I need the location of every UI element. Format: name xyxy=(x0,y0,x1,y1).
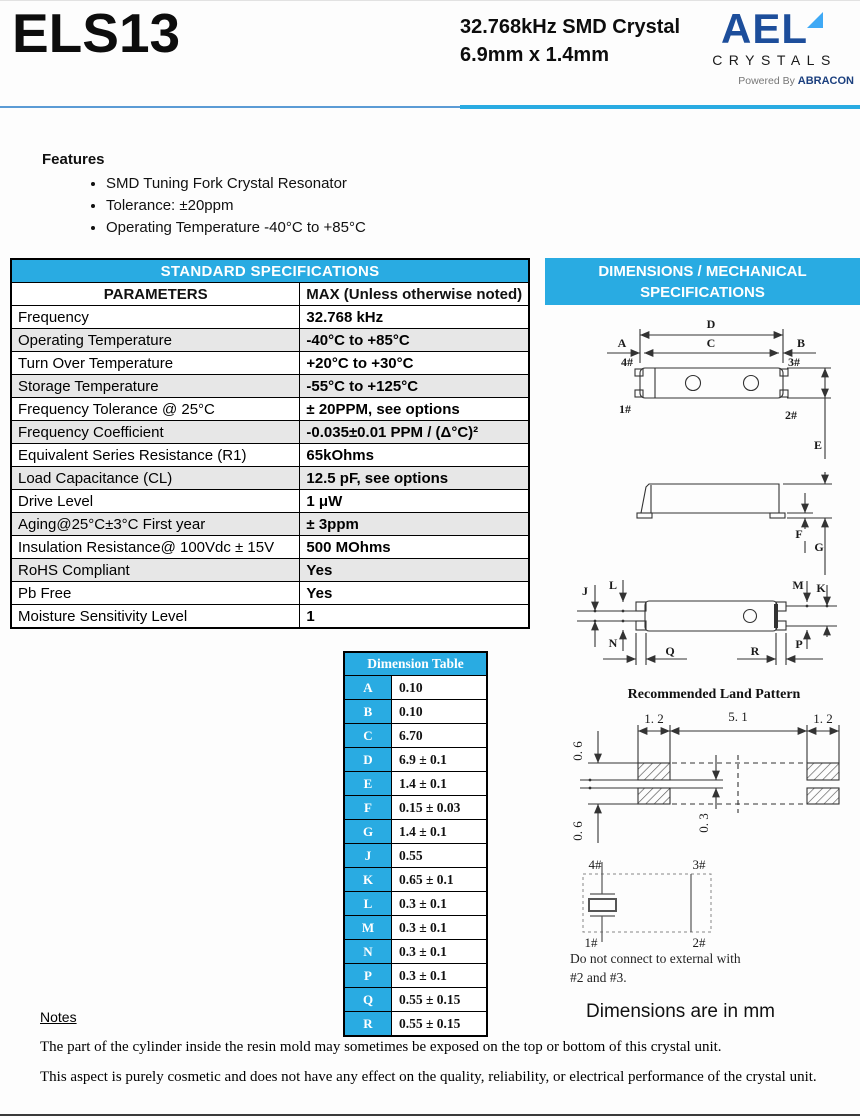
spec-param-cell: RoHS Compliant xyxy=(11,559,300,582)
connect-note-line-1: Do not connect to external with xyxy=(570,951,741,966)
dim-value-cell: 0.3 ± 0.1 xyxy=(392,892,488,916)
table-row xyxy=(344,964,487,988)
dim-label-N: N xyxy=(608,636,618,650)
table-row xyxy=(11,605,529,629)
dim-label-K: K xyxy=(816,581,826,595)
spec-param-cell: Turn Over Temperature xyxy=(11,352,300,375)
header-divider-accent xyxy=(460,105,860,109)
pad-label-1: 1# xyxy=(584,935,598,950)
dim-value-cell: 6.70 xyxy=(392,724,488,748)
table-row xyxy=(344,892,487,916)
pad-label-2: 2# xyxy=(785,408,797,422)
spec-value-cell: 12.5 pF, see options xyxy=(300,467,529,490)
dim-value-cell: 0.3 ± 0.1 xyxy=(392,964,488,988)
table-row xyxy=(11,536,529,559)
table-row xyxy=(11,259,529,283)
spec-value-cell: Yes xyxy=(300,582,529,605)
table-row xyxy=(344,676,487,700)
table-row xyxy=(344,940,487,964)
dim-value-cell: 0.55 ± 0.15 xyxy=(392,988,488,1012)
spec-param-cell: Frequency xyxy=(11,306,300,329)
pad-label-3: 3# xyxy=(692,857,706,872)
spec-value-cell: -55°C to +125°C xyxy=(300,375,529,398)
spec-value-cell: +20°C to +30°C xyxy=(300,352,529,375)
spec-param-cell: Load Capacitance (CL) xyxy=(11,467,300,490)
spec-value-cell: Yes xyxy=(300,559,529,582)
dim-label-M: M xyxy=(792,578,804,592)
spec-value-cell: 1 μW xyxy=(300,490,529,513)
dim-value-cell: 1.4 ± 0.1 xyxy=(392,772,488,796)
dim-key-cell: G xyxy=(344,820,392,844)
schematic-drawing xyxy=(575,854,735,964)
spec-param-cell: Frequency Coefficient xyxy=(11,421,300,444)
spec-value-cell: 1 xyxy=(300,605,529,629)
bottom-view-lines xyxy=(577,580,837,665)
pad-label-1: 1# xyxy=(619,402,631,416)
dim-key-cell: N xyxy=(344,940,392,964)
side-view-drawing xyxy=(575,471,840,579)
spec-param-cell: Pb Free xyxy=(11,582,300,605)
spec-param-cell: Moisture Sensitivity Level xyxy=(11,605,300,629)
connect-note-line-2: #2 and #3. xyxy=(570,970,627,985)
table-row xyxy=(344,988,487,1012)
spec-value-cell: ± 3ppm xyxy=(300,513,529,536)
powered-by-text: Powered By xyxy=(738,75,798,87)
land-pattern-title: Recommended Land Pattern xyxy=(627,687,801,702)
table-row xyxy=(344,724,487,748)
spec-value-cell: 65kOhms xyxy=(300,444,529,467)
features-section xyxy=(42,151,366,241)
dim-key-cell: Q xyxy=(344,988,392,1012)
features-title: Features xyxy=(42,151,105,168)
dim-value-cell: 1.4 ± 0.1 xyxy=(392,820,488,844)
table-row xyxy=(11,398,529,421)
pad-label-2: 2# xyxy=(692,935,706,950)
table-row xyxy=(344,844,487,868)
spec-col-parameters: PARAMETERS xyxy=(11,283,300,306)
land-dim-pad-width-left: 1. 2 xyxy=(644,711,664,726)
land-dim-row-gap: 0. 3 xyxy=(696,813,711,833)
dim-label-P: P xyxy=(795,637,803,651)
dim-value-cell: 6.9 ± 0.1 xyxy=(392,748,488,772)
dim-label-B: B xyxy=(796,336,806,350)
bottom-view-labels xyxy=(582,578,826,658)
table-row xyxy=(344,868,487,892)
brand-wordmark: AEL xyxy=(721,5,808,52)
spec-value-cell: -40°C to +85°C xyxy=(300,329,529,352)
table-row xyxy=(11,283,529,306)
table-row xyxy=(11,352,529,375)
land-dim-pad-width-right: 1. 2 xyxy=(813,711,833,726)
dim-label-R: R xyxy=(750,644,760,658)
table-row xyxy=(11,329,529,352)
spec-param-cell: Insulation Resistance@ 100Vdc ± 15V xyxy=(11,536,300,559)
dimension-table xyxy=(343,651,488,1037)
logo-triangle-icon xyxy=(807,12,823,28)
spec-param-cell: Storage Temperature xyxy=(11,375,300,398)
note-paragraph: The part of the cylinder inside the resin mold may sometimes be exposed on the top or bottom of this crystal unit. xyxy=(40,1039,722,1055)
bottom-view-drawing xyxy=(575,575,840,675)
dim-label-J: J xyxy=(582,584,588,598)
land-pattern-drawing xyxy=(568,703,860,853)
table-row xyxy=(344,820,487,844)
subtitle-line-2: 6.9mm x 1.4mm xyxy=(460,44,609,66)
table-row xyxy=(344,796,487,820)
features-list xyxy=(42,175,366,236)
powered-by-label xyxy=(688,75,856,87)
table-row xyxy=(11,444,529,467)
notes-section xyxy=(40,1037,826,1097)
table-row xyxy=(344,700,487,724)
dimensions-section-header xyxy=(545,258,860,305)
side-view-lines xyxy=(637,472,832,575)
schematic-labels xyxy=(585,857,707,950)
land-dim-pad-height-top: 0. 6 xyxy=(570,741,585,761)
table-row xyxy=(11,306,529,329)
dim-key-cell: A xyxy=(344,676,392,700)
dim-value-cell: 0.10 xyxy=(392,700,488,724)
brand-logo xyxy=(688,7,856,51)
dim-value-cell: 0.15 ± 0.03 xyxy=(392,796,488,820)
spec-value-cell: 500 MOhms xyxy=(300,536,529,559)
table-row xyxy=(11,421,529,444)
dim-key-cell: R xyxy=(344,1012,392,1037)
dim-label-Q: Q xyxy=(665,644,675,658)
spec-param-cell: Operating Temperature xyxy=(11,329,300,352)
land-dim-pad-height-bottom: 0. 6 xyxy=(570,821,585,841)
dim-key-cell: E xyxy=(344,772,392,796)
dim-key-cell: J xyxy=(344,844,392,868)
dim-value-cell: 0.65 ± 0.1 xyxy=(392,868,488,892)
land-dim-center-span: 5. 1 xyxy=(728,709,748,724)
dim-value-cell: 0.3 ± 0.1 xyxy=(392,916,488,940)
table-row xyxy=(11,467,529,490)
dim-key-cell: K xyxy=(344,868,392,892)
dim-label-F: F xyxy=(795,527,803,541)
table-row xyxy=(344,652,487,676)
pad-label-3: 3# xyxy=(788,355,800,369)
land-pattern-labels xyxy=(570,709,833,841)
dim-label-A: A xyxy=(617,336,627,350)
notes-title: Notes xyxy=(40,1009,77,1025)
standard-specifications-table xyxy=(10,258,530,629)
side-view-labels xyxy=(795,527,823,554)
top-view-labels xyxy=(618,317,822,452)
spec-value-cell: -0.035±0.01 PPM / (Δ°C)² xyxy=(300,421,529,444)
dim-label-E: E xyxy=(813,438,823,452)
dim-label-D: D xyxy=(706,317,716,331)
crystals-label: CRYSTALS xyxy=(712,52,837,68)
table-row xyxy=(344,916,487,940)
dim-value-cell: 0.3 ± 0.1 xyxy=(392,940,488,964)
dim-key-cell: C xyxy=(344,724,392,748)
spec-value-cell: ± 20PPM, see options xyxy=(300,398,529,421)
dim-label-L: L xyxy=(608,578,618,592)
product-subtitle xyxy=(460,13,680,69)
spec-col-max: MAX (Unless otherwise noted) xyxy=(300,283,529,306)
connect-note xyxy=(570,949,741,987)
list-item: • Operating Temperature -40°C to +85°C xyxy=(106,219,366,236)
pad-label-4: 4# xyxy=(588,857,602,872)
dim-key-cell: D xyxy=(344,748,392,772)
dim-value-cell: 0.55 ± 0.15 xyxy=(392,1012,488,1037)
table-row xyxy=(344,748,487,772)
subtitle-line-1: 32.768kHz SMD Crystal xyxy=(460,16,681,38)
table-row xyxy=(344,1012,487,1037)
dim-key-cell: F xyxy=(344,796,392,820)
units-note: Dimensions are in mm xyxy=(586,1001,775,1022)
page-footer-divider xyxy=(0,1114,860,1116)
dim-key-cell: M xyxy=(344,916,392,940)
pad-label-4: 4# xyxy=(621,355,633,369)
spec-value-cell: 32.768 kHz xyxy=(300,306,529,329)
dim-label-G: G xyxy=(814,540,824,554)
page-title: ELS13 xyxy=(12,2,181,64)
dim-label-C: C xyxy=(706,336,716,350)
spec-param-cell: Aging@25°C±3°C First year xyxy=(11,513,300,536)
list-item: • Tolerance: ±20ppm xyxy=(106,197,366,214)
dim-value-cell: 0.10 xyxy=(392,676,488,700)
table-row xyxy=(11,559,529,582)
dimensions-header-line-2: SPECIFICATIONS xyxy=(640,284,765,301)
spec-param-cell: Equivalent Series Resistance (R1) xyxy=(11,444,300,467)
dim-value-cell: 0.55 xyxy=(392,844,488,868)
spec-param-cell: Frequency Tolerance @ 25°C xyxy=(11,398,300,421)
ael-crystals-logo xyxy=(688,7,856,87)
table-row xyxy=(11,513,529,536)
table-row xyxy=(11,490,529,513)
dim-key-cell: P xyxy=(344,964,392,988)
spec-table-title: STANDARD SPECIFICATIONS xyxy=(11,259,529,283)
table-row xyxy=(11,375,529,398)
dimensions-header-line-1: DIMENSIONS / MECHANICAL xyxy=(598,263,807,280)
dimension-table-title: Dimension Table xyxy=(344,652,487,676)
dim-key-cell: L xyxy=(344,892,392,916)
spec-param-cell: Drive Level xyxy=(11,490,300,513)
table-row xyxy=(344,772,487,796)
top-view-drawing xyxy=(575,313,840,465)
note-paragraph: This aspect is purely cosmetic and does not have any effect on the quality, reliability, or electrical performance of the crystal unit. xyxy=(40,1069,817,1085)
list-item: • SMD Tuning Fork Crystal Resonator xyxy=(106,175,366,192)
table-row xyxy=(11,582,529,605)
dim-key-cell: B xyxy=(344,700,392,724)
abracon-brand: ABRACON xyxy=(797,75,854,87)
